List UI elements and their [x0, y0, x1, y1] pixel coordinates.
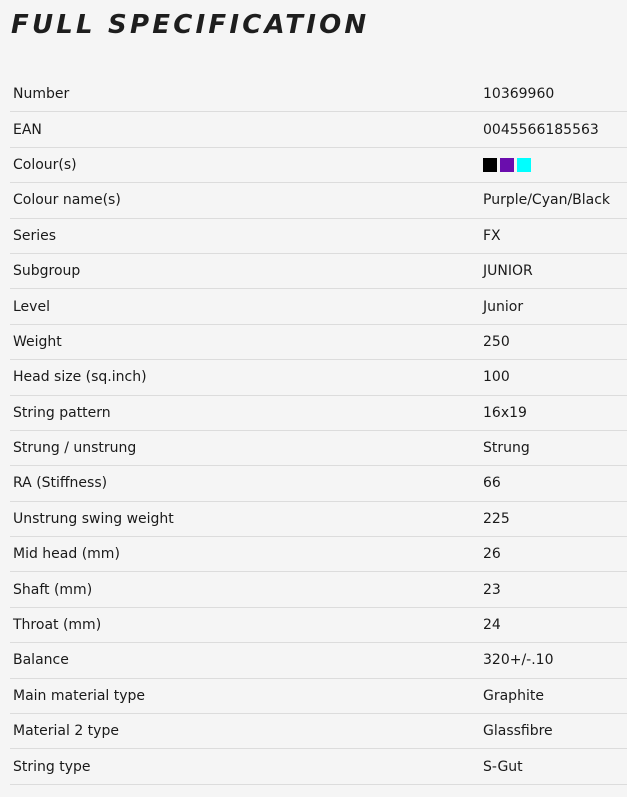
spec-row-main-material: [10, 678, 627, 713]
spec-label: Shaft (mm): [10, 572, 477, 607]
spec-label: Number: [10, 77, 477, 112]
spec-label: Main material type: [10, 678, 477, 713]
spec-value: 320+/-.10: [477, 643, 627, 678]
spec-row-level: [10, 289, 627, 324]
spec-label: String type: [10, 749, 477, 784]
page-title: FULL SPECIFICATION: [11, 10, 370, 40]
colour-swatch-black: [483, 158, 497, 172]
spec-value: 10369960: [477, 77, 627, 112]
spec-value: 66: [477, 466, 627, 501]
spec-value: 23: [477, 572, 627, 607]
spec-label: Strung / unstrung: [10, 430, 477, 465]
spec-value: JUNIOR: [477, 253, 627, 288]
spec-value: 0045566185563: [477, 112, 627, 147]
colour-swatches-cell: [477, 147, 627, 182]
spec-label: Weight: [10, 324, 477, 359]
spec-label: Unstrung swing weight: [10, 501, 477, 536]
spec-value: Glassfibre: [477, 714, 627, 749]
spec-label: Balance: [10, 643, 477, 678]
spec-row-series: [10, 218, 627, 253]
colour-swatch-purple: [500, 158, 514, 172]
spec-row-subgroup: [10, 253, 627, 288]
spec-row-head-size: [10, 360, 627, 395]
specification-table: [10, 77, 627, 785]
spec-row-swing-weight: [10, 501, 627, 536]
spec-label: Throat (mm): [10, 607, 477, 642]
spec-row-strung: [10, 430, 627, 465]
spec-row-balance: [10, 643, 627, 678]
spec-row-string-type: [10, 749, 627, 784]
spec-row-throat: [10, 607, 627, 642]
colour-swatches: [483, 158, 531, 172]
spec-label: Series: [10, 218, 477, 253]
colour-swatch-cyan: [517, 158, 531, 172]
spec-label: Level: [10, 289, 477, 324]
spec-value: Strung: [477, 430, 627, 465]
spec-label: String pattern: [10, 395, 477, 430]
spec-label: Material 2 type: [10, 714, 477, 749]
spec-value: 24: [477, 607, 627, 642]
spec-label: EAN: [10, 112, 477, 147]
spec-value: S-Gut: [477, 749, 627, 784]
spec-value: Graphite: [477, 678, 627, 713]
spec-row-colour-names: [10, 183, 627, 218]
spec-label: Mid head (mm): [10, 537, 477, 572]
spec-value: 225: [477, 501, 627, 536]
spec-value: 26: [477, 537, 627, 572]
spec-label: Head size (sq.inch): [10, 360, 477, 395]
spec-row-ean: [10, 112, 627, 147]
spec-value: 16x19: [477, 395, 627, 430]
spec-row-number: [10, 77, 627, 112]
spec-row-weight: [10, 324, 627, 359]
spec-label: Subgroup: [10, 253, 477, 288]
spec-label: Colour name(s): [10, 183, 477, 218]
spec-row-stiffness: [10, 466, 627, 501]
spec-row-colours: [10, 147, 627, 182]
spec-value: 250: [477, 324, 627, 359]
spec-row-string-pattern: [10, 395, 627, 430]
spec-value: 100: [477, 360, 627, 395]
spec-value: FX: [477, 218, 627, 253]
spec-label: Colour(s): [10, 147, 477, 182]
spec-value: Junior: [477, 289, 627, 324]
spec-label: RA (Stiffness): [10, 466, 477, 501]
spec-row-material-2: [10, 714, 627, 749]
spec-row-shaft: [10, 572, 627, 607]
spec-value: Purple/Cyan/Black: [477, 183, 627, 218]
spec-row-mid-head: [10, 537, 627, 572]
